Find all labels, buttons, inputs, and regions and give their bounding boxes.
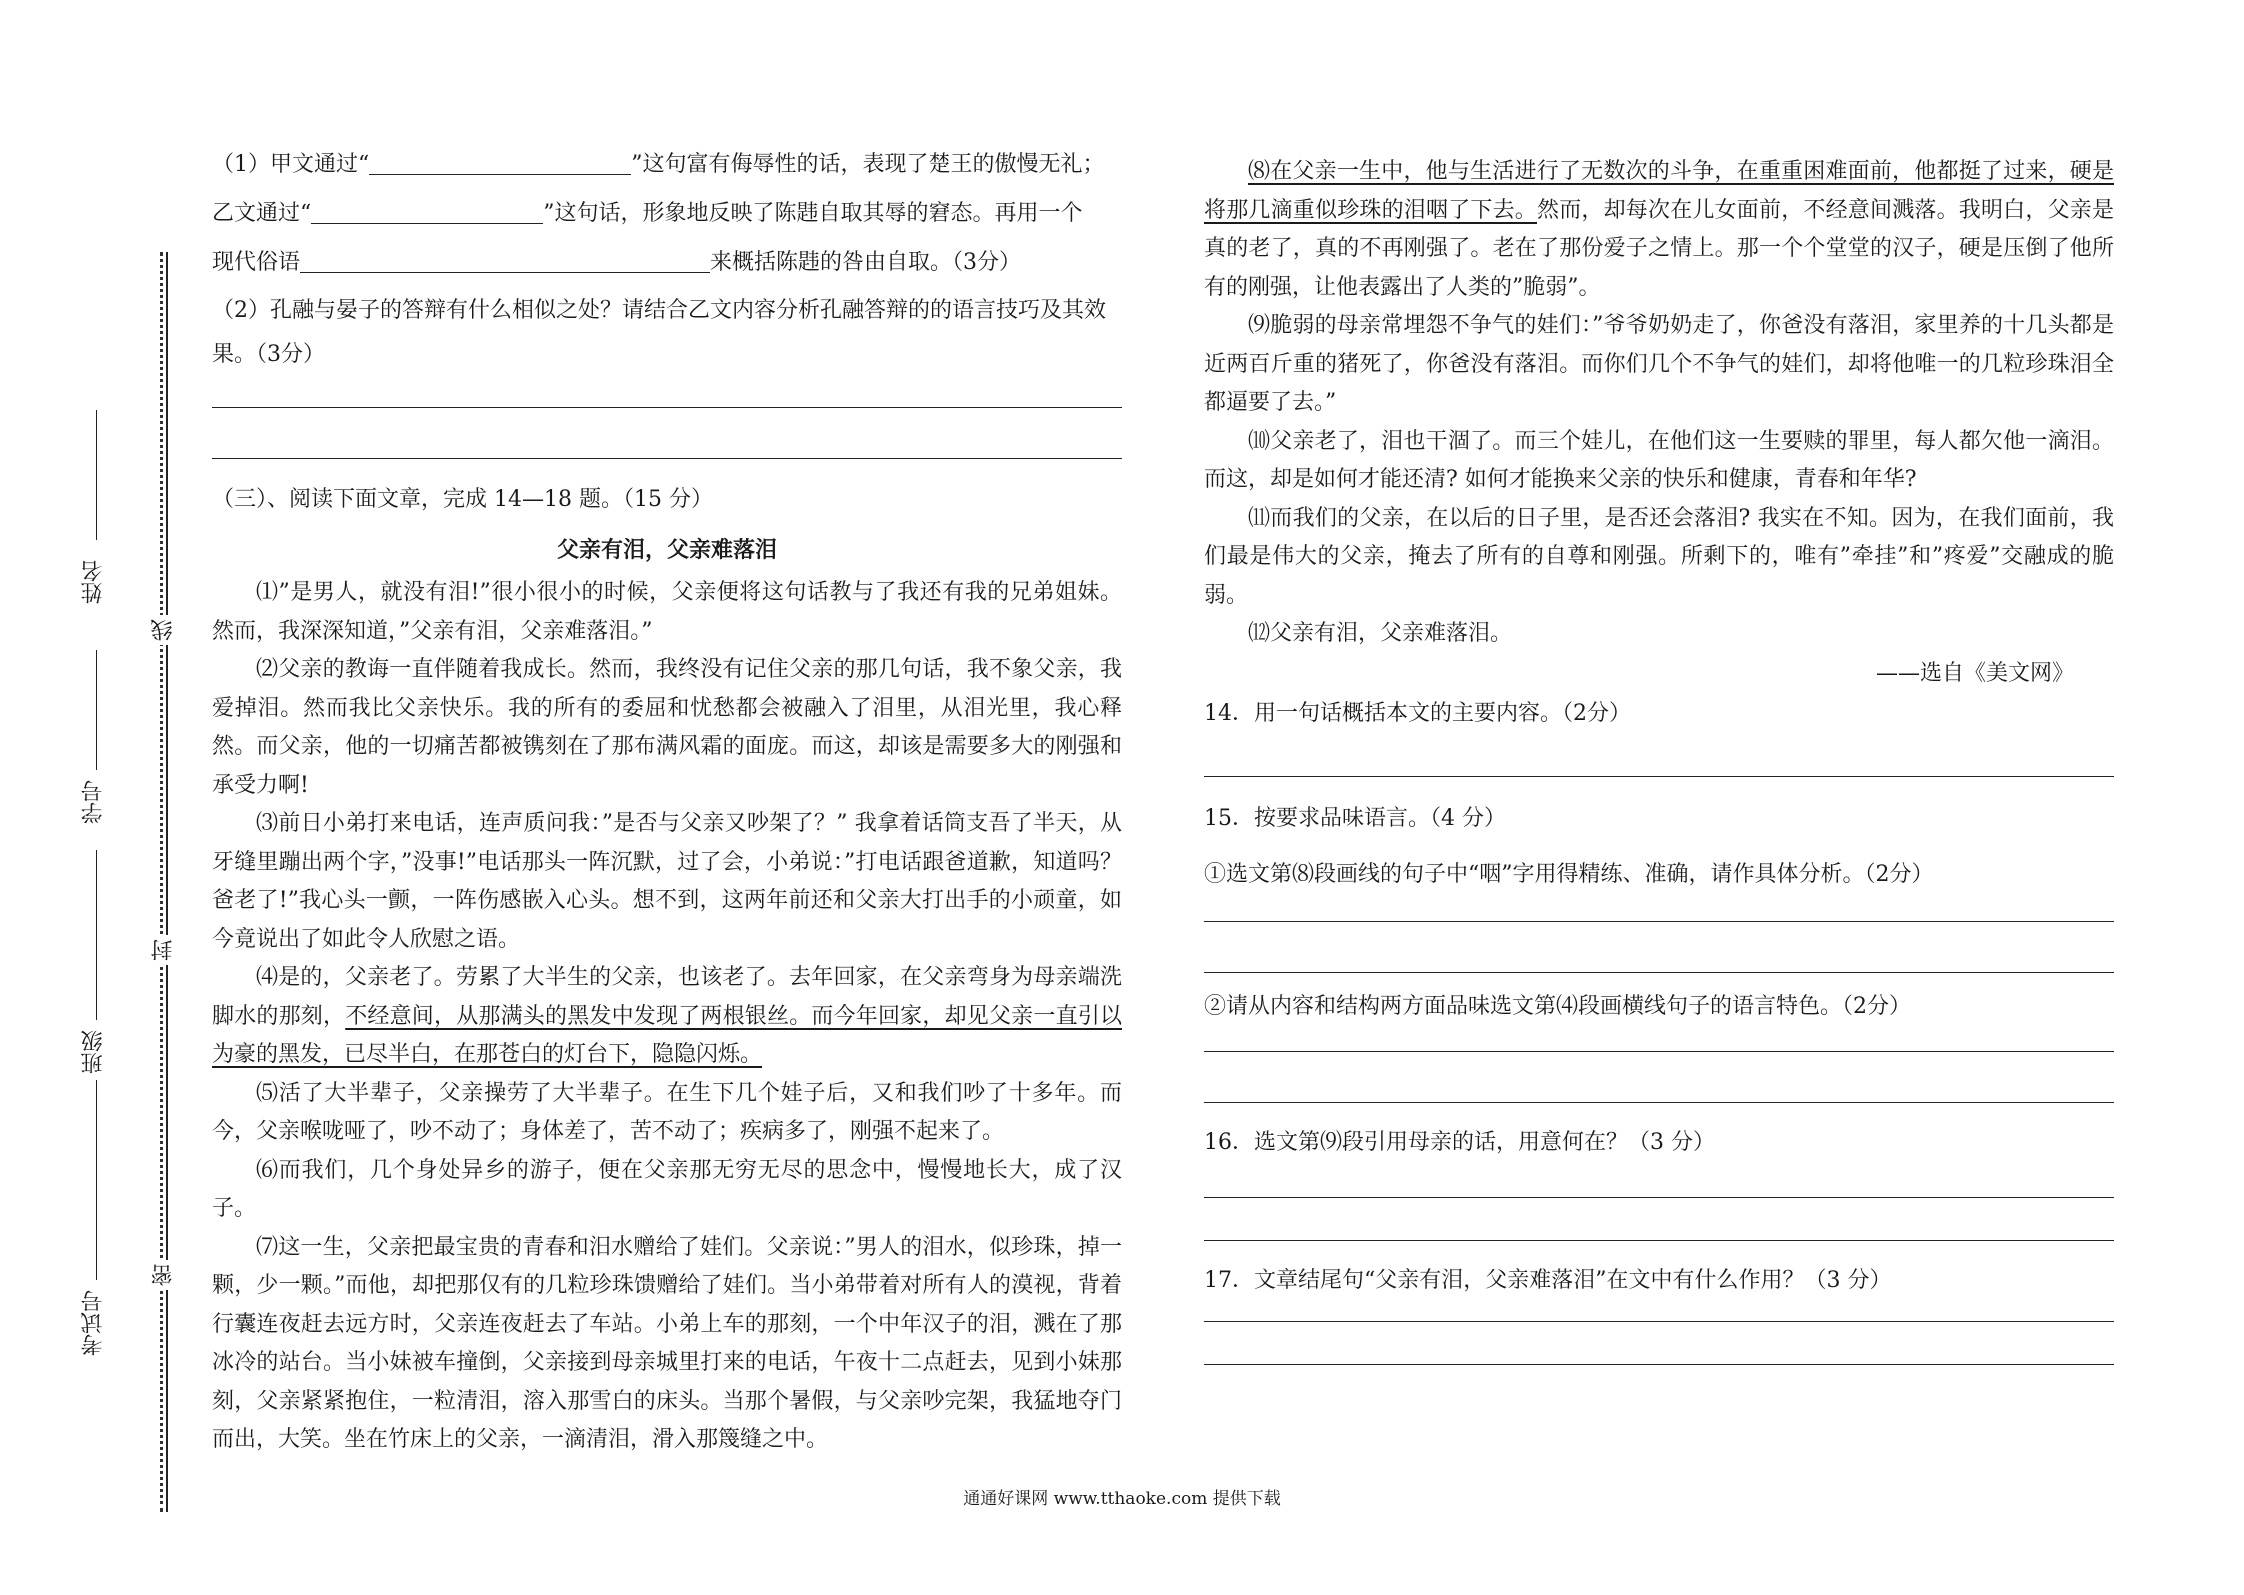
paragraph-8-underlined: ⑻在父亲一生中，他与生活进行了无数次的斗争，在重重困难面前，他都挺了过来，硬是将那几滴重似珍珠的泪咽了下去。 — [1204, 159, 2114, 223]
q2-answer-line-1[interactable] — [212, 407, 1122, 408]
paragraph-4 — [212, 959, 1122, 1075]
seal-mark-line: 线 — [148, 615, 179, 645]
binding-solid-line — [166, 252, 168, 1512]
paragraph-10: ⑽父亲老了，泪也干涸了。而三个娃儿，在他们这一生要赎的罪里，每人都欠他一滴泪。而这，却是如何才能还清? 如何才能换来父亲的快乐和健康，青春和年华? — [1204, 428, 2114, 492]
q16-answer-line-1[interactable] — [1204, 1197, 2114, 1198]
student-id-label: 学号 — [81, 780, 106, 824]
paragraph-6: ⑹而我们，几个身处异乡的游子，便在父亲那无穷无尽的思念中，慢慢地长大，成了汉子。 — [212, 1157, 1122, 1221]
paragraph-3: ⑶前日小弟打来电话，连声质问我：”是否与父亲又吵架了？” 我拿着话筒支吾了半天，从牙缝里蹦出两个字，”没事!”电话那头一阵沉默，过了会，小弟说：”打电话跟爸道歉，知道吗？爸老了!”我心头一颤，一阵伤感嵌入心头。想不到，这两年前还和父亲大打出手的小顽童，如今竟说出了如此令人欣慰之语。 — [212, 811, 1122, 952]
q17-answer-line-1[interactable] — [1204, 1321, 2114, 1322]
exam-no-label: 考试号 — [81, 1290, 106, 1356]
paragraph-2: ⑵父亲的教诲一直伴随着我成长。然而，我终没有记住父亲的那几句话，我不象父亲，我爱掉泪。然而我比父亲快乐。我的所有的委屈和忧愁都会被融入了泪里，从泪光里，我心释然。而父亲，他的一切痛苦都被镌刻在了那布满风霜的面庞。而这，却该是需要多大的刚强和承受力啊! — [212, 657, 1122, 798]
paragraph-7: ⑺这一生，父亲把最宝贵的青春和汨水赠给了娃们。父亲说：”男人的泪水，似珍珠，掉一颗，少一颗。”而他，却把那仅有的几粒珍珠馈赠给了娃们。当小弟带着对所有人的漠视，背着行囊连夜赶去远方时，父亲连夜赶去了车站。小弟上车的那刻，一个中年汉子的泪，溅在了那冰冷的站台。当小妹被车撞倒，父亲接到母亲城里打来的电话，午夜十二点赶去，见到小妹那刻，父亲紧紧抱住，一粒清泪，溶入那雪白的床头。当那个暑假，与父亲吵完架，我猛地夺门而出，大笑。坐在竹床上的父亲，一滴清泪，滑入那篾缝之中。 — [212, 1234, 1122, 1452]
q1-text-e: 现代俗语 — [212, 250, 301, 275]
paragraph-4-text: ⑷是的，父亲老了。劳累了大半生的父亲，也该老了。去年回家，在父亲弯身为母亲端洗脚水的那刻， — [212, 965, 1122, 1029]
paragraph-12: ⑿父亲有泪，父亲难落泪。 — [1248, 621, 1513, 646]
q15-2-answer-line-1[interactable] — [1204, 1051, 2114, 1052]
exam-no-field-line — [96, 1080, 97, 1280]
q1-text-a: （1）甲文通过“ — [212, 152, 370, 177]
question-2: （2）孔融与晏子的答辩有什么相似之处？请结合乙文内容分析孔融答辩的的语言技巧及其效果。（3分） — [212, 298, 1107, 367]
left-column — [212, 140, 1122, 1460]
class-field-line — [96, 850, 97, 1020]
q1-text-d: ”这句话，形象地反映了陈韪自取其辱的窘态。再用一个 — [543, 201, 1083, 226]
paragraph-8-text: 然而，却每次在儿女面前，不经意间溅落。我明白，父亲是真的老了，真的不再刚强了。老在了那份爱子之情上。那一个个堂堂的汉子，硬是压倒了他所有的刚强，让他表露出了人类的”脆弱”。 — [1204, 197, 2114, 300]
q15-1-answer-line-2[interactable] — [1204, 972, 2114, 973]
q14-answer-line[interactable] — [1204, 776, 2114, 777]
paragraph-4-underlined: 不经意间，从那满头的黑发中发现了两根银丝。而今年回家，却见父亲一直引以为豪的黑发，已尽半白，在那苍白的灯台下，隐隐闪烁。 — [212, 1003, 1122, 1067]
q17-answer-line-2[interactable] — [1204, 1364, 2114, 1365]
article-title: 父亲有泪，父亲难落泪 — [556, 537, 777, 563]
paragraph-5: ⑸活了大半辈子，父亲操劳了大半辈子。在生下几个娃子后，又和我们吵了十多年。而今，父亲喉咙哑了，吵不动了；身体差了，苦不动了；疾病多了，刚强不起来了。 — [212, 1080, 1122, 1144]
q1-text-b: ”这句富有侮辱性的话，表现了楚王的傲慢无礼； — [631, 152, 1105, 177]
question-15-2: ②请从内容和结构两方面品味选文第⑷段画横线句子的语言特色。（2分） — [1204, 993, 1911, 1019]
seal-mark-seal: 封 — [148, 935, 179, 965]
question-17: 17．文章结尾句“父亲有泪，父亲难落泪”在文中有什么作用？（3 分） — [1204, 1267, 1892, 1293]
q1-text-c: 乙文通过“ — [212, 201, 312, 226]
paragraph-9: ⑼脆弱的母亲常埋怨不争气的娃们：”爷爷奶奶走了，你爸没有落泪，家里养的十几头都是近两百斤重的猪死了，你爸没有落泪。而你们几个不争气的娃们，却将他唯一的几粒珍珠泪全都逼要了去。” — [1204, 313, 2114, 415]
q2-answer-line-2[interactable] — [212, 458, 1122, 459]
q1-text-f: 来概括陈韪的咎由自取。（3分） — [710, 250, 1022, 275]
seal-mark-secret: 密 — [148, 1260, 179, 1290]
name-field-line — [96, 410, 97, 540]
section-header: （三）、阅读下面文章，完成 14—18 题。（15 分） — [212, 487, 713, 512]
q1-blank-3[interactable] — [300, 246, 710, 273]
paragraph-11: ⑾而我们的父亲，在以后的日子里，是否还会落泪? 我实在不知。因为，在我们面前，我们最是伟大的父亲，掩去了所有的自尊和刚强。所剩下的，唯有”牵挂”和”疼爱”交融成的脆弱。 — [1204, 505, 2114, 608]
question-14: 14．用一句话概括本文的主要内容。（2分） — [1204, 700, 1631, 726]
binding-dotted-line — [160, 252, 163, 1512]
q1-blank-1[interactable] — [369, 148, 631, 175]
q1-blank-2[interactable] — [311, 197, 543, 224]
name-label: 姓名 — [81, 560, 106, 604]
q15-2-answer-line-2[interactable] — [1204, 1102, 2114, 1103]
paragraph-1: ⑴”是男人，就没有泪!”很小很小的时候，父亲便将这句话教与了我还有我的兄弟姐妹。然而，我深深知道，”父亲有泪，父亲难落泪。” — [212, 580, 1122, 644]
question-16: 16．选文第⑼段引用母亲的话，用意何在？（3 分） — [1204, 1129, 1715, 1155]
q16-answer-line-2[interactable] — [1204, 1240, 2114, 1241]
question-15-1: ①选文第⑻段画线的句子中“咽”字用得精练、准确，请作具体分析。（2分） — [1204, 861, 1934, 887]
right-column — [1204, 153, 2114, 1365]
paragraph-8 — [1204, 153, 2114, 307]
question-15: 15．按要求品味语言。（4 分） — [1204, 805, 1506, 831]
question-1 — [212, 140, 1122, 287]
student-id-field-line — [96, 650, 97, 770]
q15-1-answer-line-1[interactable] — [1204, 921, 2114, 922]
page-footer: 通通好课网 www.tthaoke.com 提供下载 — [963, 1489, 1281, 1509]
class-label: 班级 — [81, 1030, 106, 1074]
article-source: ——选自《美文网》 — [1875, 660, 2074, 686]
